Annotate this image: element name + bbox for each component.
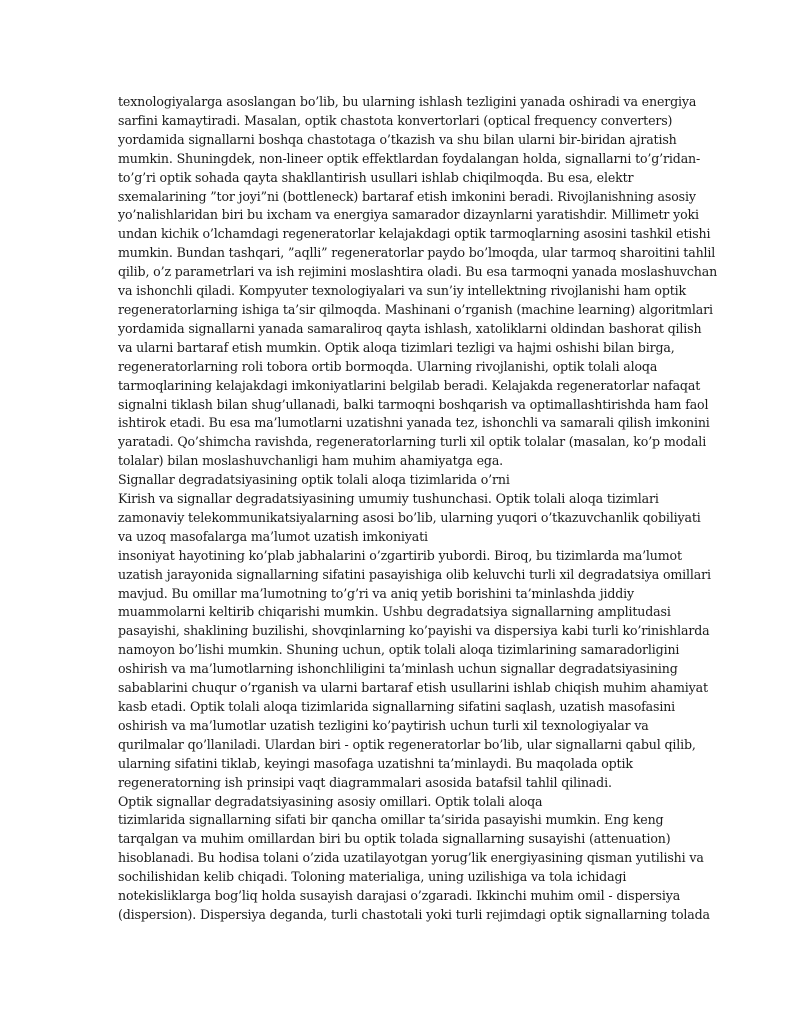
text-line: yo’nalishlaridan biri bu ixcham va energiya samarador dizaynlarni yaratishdir. Millimetr yoki [118,207,699,223]
text-line: hisoblanadi. Bu hodisa tolani o’zida uzatilayotgan yorug’lik energiyasining qisman yutilishi va [118,850,704,866]
text-line: tarqalgan va muhim omillardan biri bu optik tolada signallarning susayishi (attenuation) [118,831,671,847]
text-line: yaratadi. Qo’shimcha ravishda, regeneratorlarning turli xil optik tolalar (masalan, ko’p modali [118,434,707,450]
text-line: qurilmalar qo’llaniladi. Ulardan biri - optik regeneratorlar bo’lib, ular signallarni qabul qilib, [118,736,696,752]
text-line: texnologiyalarga asoslangan bo’lib, bu ularning ishlash tezligini yanada oshiradi va energiya [118,94,697,109]
text-line: signalni tiklash bilan shug’ullanadi, balki tarmoqni boshqarish va optimallashtirishda ham faol [118,396,709,412]
text-line: mumkin. Bundan tashqari, ”aqlli” regeneratorlar paydo bo’lmoqda, ular tarmoq sharoitini tahlil [118,245,716,261]
text-line: regeneratorlarning ishiga ta’sir qilmoqda. Mashinani o’rganish (machine learning) algoritmlari [118,301,713,317]
text-line: va ishonchli qiladi. Kompyuter texnologiyalari va sun’iy intellektning rivojlanishi ham optik [118,283,687,299]
text-line: ularning sifatini tiklab, keyingi masofaga uzatishni ta’minlaydi. Bu maqolada optik [118,755,633,771]
text-line: Optik signallar degradatsiyasining asosiy omillari. Optik tolali aloqa [118,793,543,809]
text-line: notekisliklarga bog’liq holda susayish darajasi o’zgaradi. Ikkinchi muhim omil - dispersiya [118,888,681,904]
text-line: namoyon bo’lishi mumkin. Shuning uchun, optik tolali aloqa tizimlarining samaradorligini [118,642,680,658]
text-line: ishtirok etadi. Bu esa ma’lumotlarni uzatishni yanada tez, ishonchli va samarali qilish imkonini [118,415,710,431]
text-line: (dispersion). Dispersiya deganda, turli chastotali yoki turli rejimdagi optik signallarning tolada [118,906,710,922]
text-line: qilib, o’z parametrlari va ish rejimini moslashtira oladi. Bu esa tarmoqni yanada moslashuvchan [118,264,718,280]
text-line: yordamida signallarni boshqa chastotaga o’tkazish va shu bilan ularni bir-biridan ajratish [118,131,677,147]
text-line: to’g’ri optik sohada qayta shakllantirish usullari ishlab chiqilmoqda. Bu esa, elektr [118,169,634,185]
text-line: regeneratorlarning roli tobora ortib bormoqda. Ularning rivojlanishi, optik tolali aloqa [118,358,658,374]
text-line: tolalar) bilan moslashuvchanligi ham muhim ahamiyatga ega. [118,453,504,469]
text-line: mumkin. Shuningdek, non-lineer optik effektlardan foydalangan holda, signallarni to’g’ridan- [118,150,701,166]
text-line: undan kichik o’lchamdagi regeneratorlar kelajakdagi optik tarmoqlarning asosini tashkil etishi [118,226,711,242]
text-line: sarfini kamaytiradi. Masalan, optik chastota konvertorlari (optical frequency converters) [118,112,673,128]
text-line: uzatish jarayonida signallarning sifatini pasayishiga olib keluvchi turli xil degradatsiya omillari [118,566,711,582]
text-line: insoniyat hayotining ko’plab jabhalarini o’zgartirib yubordi. Biroq, bu tizimlarda ma’lumot [118,547,682,563]
text-line: oshirish va ma’lumotlarning ishonchliligini ta’minlash uchun signallar degradatsiyasining [118,661,678,677]
text-line: Kirish va signallar degradatsiyasining umumiy tushunchasi. Optik tolali aloqa tizimlari [118,491,659,507]
text-line: kasb etadi. Optik tolali aloqa tizimlarida signallarning sifatini saqlash, uzatish masofasini [118,699,676,714]
text-line: zamonaviy telekommunikatsiyalarning asosi bo’lib, ularning yuqori o’tkazuvchanlik qobiliyati [118,509,701,525]
text-line: va uzoq masofalarga ma’lumot uzatish imkoniyati [118,528,428,544]
text-line: pasayishi, shaklining buzilishi, shovqinlarning ko’payishi va dispersiya kabi turli ko’rinishlarda [118,623,710,639]
text-line: mavjud. Bu omillar ma’lumotning to’g’ri va aniq yetib borishini ta’minlashda jiddiy [118,585,634,601]
text-line: tizimlarida signallarning sifati bir qancha omillar ta’sirida pasayishi mumkin. Eng keng [118,812,664,828]
text-line: regeneratorning ish prinsipi vaqt diagrammalari asosida batafsil tahlil qilinadi. [118,774,612,790]
text-line: muammolarni keltirib chiqarishi mumkin. Ushbu degradatsiya signallarning amplitudasi [118,604,671,620]
text-line: sabablarini chuqur o’rganish va ularni bartaraf etish usullarini ishlab chiqish muhim ahamiyat [118,680,708,696]
text-line: tarmoqlarining kelajakdagi imkoniyatlarini belgilab beradi. Kelajakda regeneratorlar nafaqat [118,377,701,393]
text-line: yordamida signallarni yanada samaraliroq qayta ishlash, xatoliklarni oldindan bashorat qilish [118,320,702,336]
document-page [118,93,718,925]
text-line: va ularni bartaraf etish mumkin. Optik aloqa tizimlari tezligi va hajmi oshishi bilan birga, [118,339,675,355]
text-line: sxemalarining ”tor joyi”ni (bottleneck) bartaraf etish imkonini beradi. Rivojlanishning asosiy [118,188,696,204]
text-line: oshirish va ma’lumotlar uzatish tezligini ko’paytirish uchun turli xil texnologiyalar va [118,717,649,733]
text-line: sochilishidan kelib chiqadi. Toloning materialiga, uning uzilishiga va tola ichidagi [118,869,627,885]
text-line: Signallar degradatsiyasining optik tolali aloqa tizimlarida o’rni [118,472,510,488]
